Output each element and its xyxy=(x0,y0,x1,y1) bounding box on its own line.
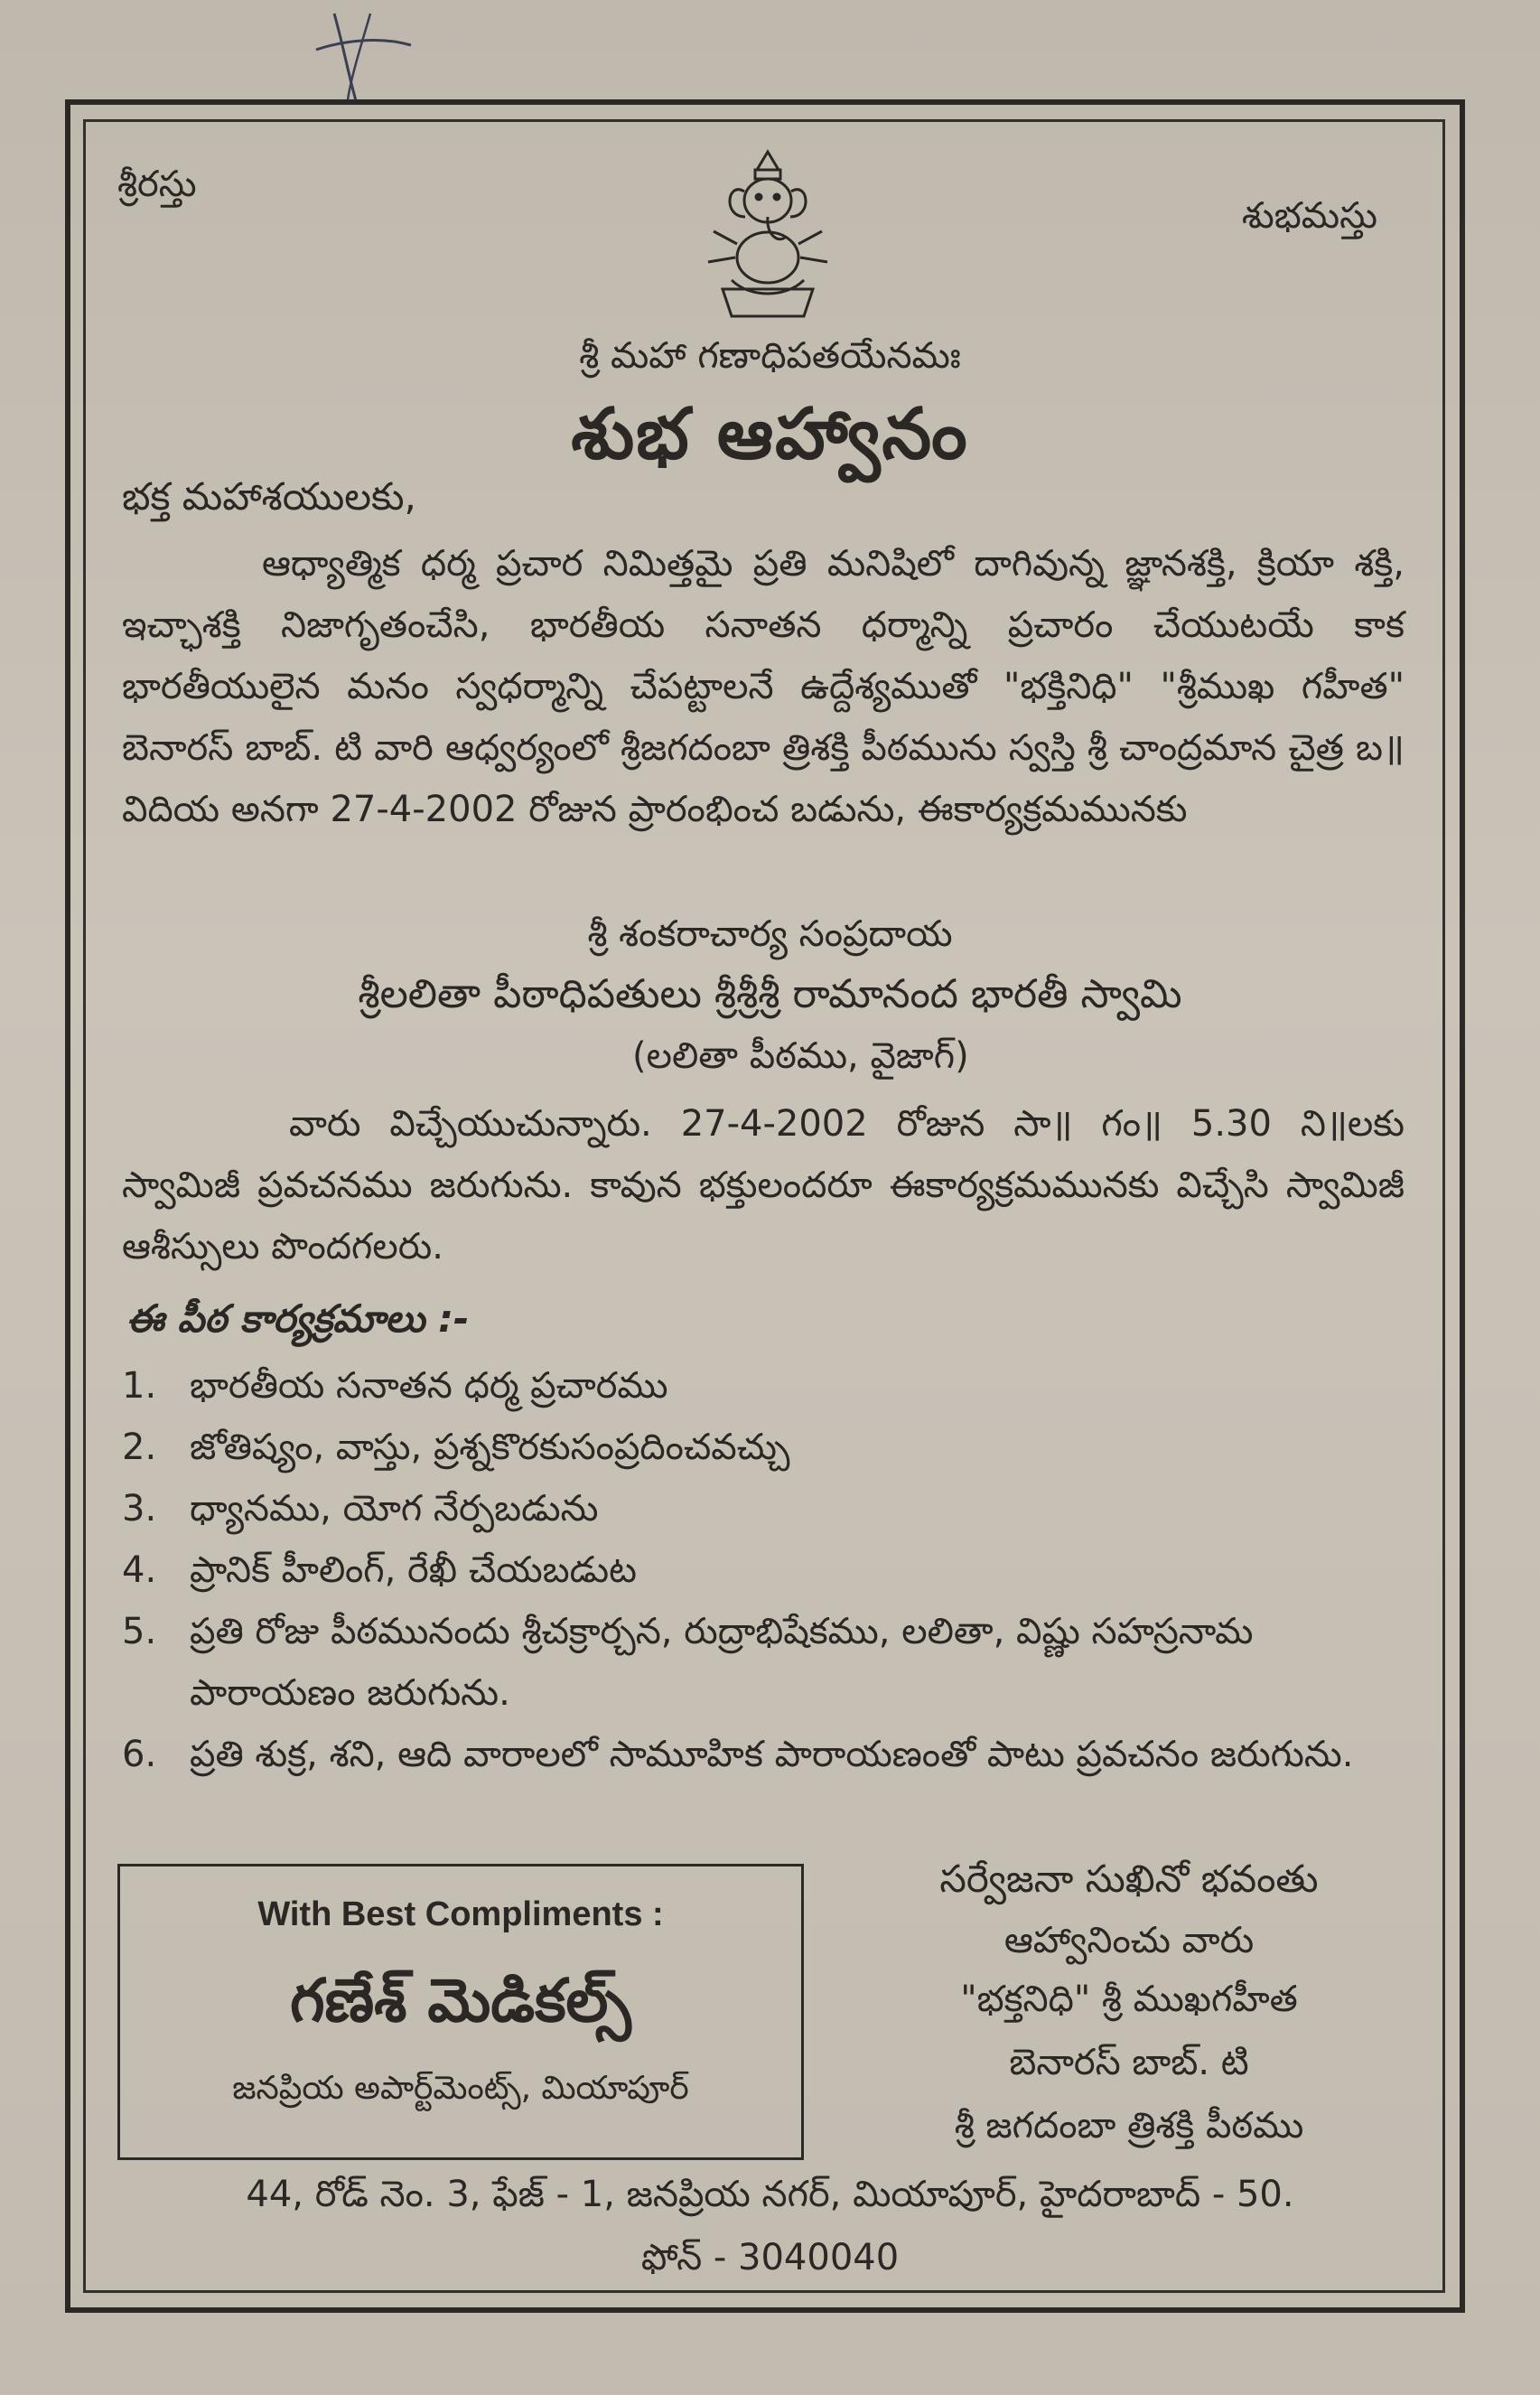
list-item-number: 2. xyxy=(122,1427,157,1468)
host-line-2: బెనారస్ బాబ్. టి xyxy=(1009,2042,1249,2083)
list-item-number: 6. xyxy=(122,1734,157,1775)
invocation-line: శ్రీ మహా గణాధిపతయేనమః xyxy=(579,335,961,377)
sponsor-address: జనప్రియ అపార్ట్‌మెంట్స్, మియాపూర్ xyxy=(232,2070,689,2107)
host-line-3: శ్రీ జగదంబా త్రిశక్తి పీఠము xyxy=(954,2105,1304,2147)
list-item-text: ధ్యానము, యోగ నేర్పబడును xyxy=(190,1488,599,1530)
list-item-text: ప్రతి శుక్ర, శని, ఆది వారాలలో సామూహిక పారాయణంతో పాటు ప్రవచనం జరుగును. xyxy=(190,1734,1354,1775)
host-line-1: "భక్తనిధి" శ్రీ ముఖగహీత xyxy=(960,1979,1298,2020)
event-paragraph: వారు విచ్చేయుచున్నారు. 27-4-2002 రోజున సా॥ గం॥ 5.30 ని॥లకు స్వామిజీ ప్రవచనము జరుగును. కావున భక్తులందరూ ఈకార్యక్రమమునకు విచ్చేసి స్వామిజీ ఆశీస్సులు పొందగలరు. xyxy=(122,1103,1405,1268)
list-item xyxy=(122,1539,1414,1601)
list-item-number: 4. xyxy=(122,1549,157,1591)
list-item-text: భారతీయ సనాతన ధర్మ ప్రచారము xyxy=(190,1365,668,1407)
peetam-location: (లలితా పీఠము, వైజాగ్) xyxy=(632,1035,969,1077)
header-left-blessing: శ్రీరస్తు xyxy=(117,164,197,205)
sponsor-name: గణేశ్ మెడికల్స్ xyxy=(290,1966,631,2035)
list-item xyxy=(122,1724,1414,1785)
list-item xyxy=(122,1417,1414,1478)
invited-by-label: ఆహ్వానించు వారు xyxy=(1003,1920,1255,1961)
list-item xyxy=(122,1478,1414,1539)
programs-heading: ఈ పీఠ కార్యక్రమాలు :- xyxy=(126,1296,470,1341)
footer-address: 44, రోడ్ నెం. 3, ఫేజ్ - 1, జనప్రియ నగర్, మియాపూర్, హైదరాబాద్ - 50. xyxy=(246,2174,1294,2215)
list-item-number: 5. xyxy=(122,1611,157,1652)
list-item xyxy=(122,1355,1414,1417)
header-right-blessing: శుభమస్తు xyxy=(1241,195,1377,237)
list-item-text: ప్రానిక్ హీలింగ్, రేఖీ చేయబడుట xyxy=(190,1549,637,1591)
list-item-text: ప్రతి రోజు పీఠమునందు శ్రీచక్రార్చన, రుద్రాభిషేకము, లలితా, విష్ణు సహస్రనామ పారాయణం జరుగును. xyxy=(190,1611,1254,1714)
swami-name: శ్రీలలితా పీఠాధిపతులు శ్రీశ్రీశ్రీ రామానంద భారతీ స్వామి xyxy=(358,971,1182,1017)
sampradaya-line: శ్రీ శంకరాచార్య సంప్రదాయ xyxy=(587,913,953,955)
list-item-number: 3. xyxy=(122,1488,157,1530)
compliments-caption: With Best Compliments : xyxy=(257,1895,664,1933)
footer-phone: ఫోన్ - 3040040 xyxy=(640,2237,900,2278)
intro-paragraph: ఆధ్యాత్మిక ధర్మ ప్రచార నిమిత్తమై ప్రతి మనిషిలో దాగివున్న జ్ఞానశక్తి, క్రియా శక్తి, ఇచ్ఛాశక్తి నిజాగృతంచేసి, భారతీయ సనాతన ధర్మాన్ని ప్రచారం చేయుటయే కాక భారతీయులైన మనం స్వధర్మాన్ని చేపట్టాలనే ఉద్దేశ్యముతో "భక్తినిధి" "శ్రీముఖ గహీత" బెనారస్ బాబ్. టి వారి ఆధ్వర్యంలో శ్రీజగదంబా త్రిశక్తి పీఠమును స్వస్తి శ్రీ చాంద్రమాన చైత్ర బ॥ విదియ అనగా 27-4-2002 రోజున ప్రారంభించ బడును, ఈకార్యక్రమమునకు xyxy=(122,543,1405,830)
invitation-title: శుభ ఆహ్వానం xyxy=(571,394,969,475)
list-item-text: జోతిష్యం, వాస్తు, ప్రశ్నకొరకుసంప్రదించవచ్చు xyxy=(190,1427,790,1468)
pen-scribble-mark xyxy=(307,9,415,108)
ganesha-logo xyxy=(695,145,840,325)
salutation: భక్త మహాశయులకు, xyxy=(122,474,416,519)
list-item-number: 1. xyxy=(122,1365,157,1407)
list-item xyxy=(122,1601,1414,1724)
programs-list xyxy=(122,1355,1414,1785)
blessing-line: సర్వేజనా సుఖినో భవంతు xyxy=(939,1857,1319,1901)
